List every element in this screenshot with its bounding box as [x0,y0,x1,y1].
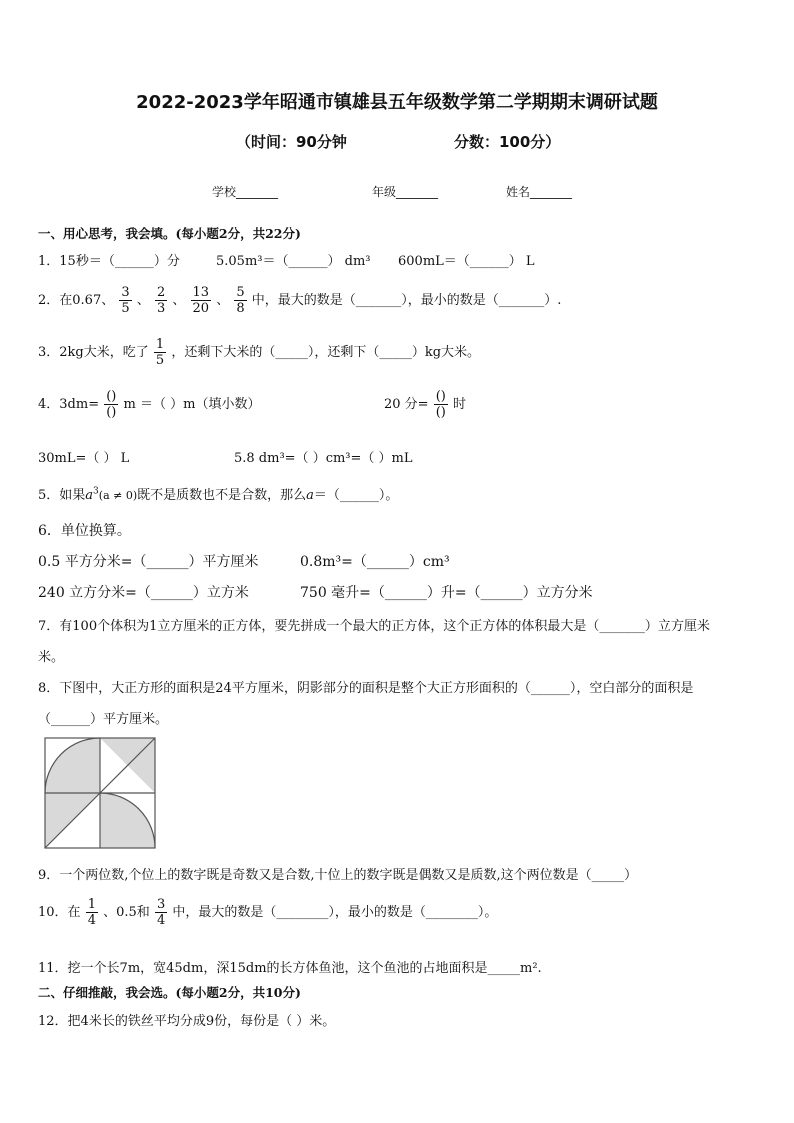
section-heading-1: 一、用心思考，我会填。(每小题2分，共22分) [38,226,301,241]
separator: 、 [216,293,230,308]
grade-field[interactable]: 年级_______ [372,185,439,199]
fraction [154,338,166,367]
variable-a: a [85,488,94,503]
denominator: () [106,405,117,420]
question-4d: 5.8 dm³=（ ）cm³=（ ）mL [234,451,413,466]
numerator: 1 [87,897,96,912]
exam-score: 分数：100分） [454,133,561,151]
name-field[interactable]: 姓名_______ [506,185,573,199]
exam-time: （时间：90分钟 [236,133,347,151]
fraction [155,898,167,927]
exponent: 3 [93,486,99,497]
school-field[interactable]: 学校_______ [212,185,279,199]
question-4a [38,390,260,419]
numerator: () [106,389,117,404]
fraction [86,898,98,927]
question-6-row2a: 240 立方分米=（______）立方米 [38,585,249,601]
question-6-title: 6．单位换算。 [38,523,131,539]
question-8-line2: （______）平方厘米。 [38,712,169,727]
question-6-row1b: 0.8m³=（______）cm³ [300,554,450,570]
q2-suffix: 中，最大的数是（_______），最小的数是（_______）. [251,293,562,308]
question-6-row1a: 0.5 平方分米=（______）平方厘米 [38,554,259,570]
numerator: 1 [155,337,165,352]
question-11: 11．挖一个长7m，宽45dm，深15dm的长方体鱼池，这个鱼池的占地面积是_____m². [38,961,542,976]
q5-prefix: 5．如果 [38,488,86,503]
separator: 、 [136,293,150,308]
fraction [155,286,167,315]
question-12: 12．把4米长的铁丝平均分成9份，每份是（ ）米。 [38,1014,336,1029]
q4b-suffix: 时 [453,397,467,412]
denominator: 3 [156,301,166,316]
page-title: 2022-2023学年昭通市镇雄县五年级数学第二学期期末调研试题 [136,92,658,113]
fraction [104,390,118,419]
denominator: () [435,405,446,420]
fraction [119,286,131,315]
question-1b: 5.05m³＝（______） dm³ [216,254,371,269]
denominator: 5 [121,301,130,316]
question-1a: 1．15秒＝（______）分 [38,254,180,269]
fraction [234,286,246,315]
variable-a: a [306,488,314,503]
fraction [191,286,212,315]
q10-middle: 、0.5和 [103,905,150,920]
denominator: 4 [156,913,166,928]
question-6-row2b: 750 毫升=（______）升=（______）立方分米 [300,585,593,601]
question-1c: 600mL＝（______） L [398,254,535,269]
question-9: 9．一个两位数,个位上的数字既是奇数又是合数,十位上的数字既是偶数又是质数,这个两位数是（_____） [38,868,638,883]
question-3 [38,338,480,367]
question-4c: 30mL=（ ） L [38,451,130,466]
fraction [434,390,448,419]
question-7-line2: 米。 [38,650,65,665]
numerator: 2 [156,285,166,300]
question-10 [38,898,497,927]
numerator: 3 [121,285,130,300]
question-4b [384,390,466,419]
numerator: () [435,389,446,404]
separator: 、 [172,293,186,308]
question-2 [38,286,561,315]
condition: (a ≠ 0) [98,489,138,502]
denominator: 5 [155,353,165,368]
q3-prefix: 3．2kg大米，吃了 [38,345,149,360]
numerator: 5 [236,285,245,300]
denominator: 4 [87,913,96,928]
q4b-prefix: 20 分= [384,397,429,412]
section-heading-2: 二、仔细推敲，我会选。(每小题2分，共10分) [38,985,301,1000]
question-5 [38,484,398,503]
numerator: 13 [192,285,210,300]
q2-prefix: 2．在0.67、 [38,293,115,308]
q4a-suffix: m ＝（ ）m（填小数） [123,397,261,412]
shaded-square-figure [40,736,160,851]
question-8-line1: 8．下图中，大正方形的面积是24平方厘米，阴影部分的面积是整个大正方形面积的（______），空白部分的面积是 [38,681,694,696]
q4a-prefix: 4．3dm= [38,397,100,412]
q3-suffix: ，还剩下大米的（_____），还剩下（_____）kg大米。 [171,345,481,360]
numerator: 3 [156,897,166,912]
question-7-line1: 7．有100个体积为1立方厘米的正方体，要先拼成一个最大的正方体，这个正方体的体积最大是（_______）立方厘米 [38,619,710,634]
denominator: 20 [192,301,210,316]
q5-suffix: ＝（______）。 [313,488,399,503]
q10-prefix: 10．在 [38,905,81,920]
q5-middle: 既不是质数也不是合数，那么 [137,488,307,503]
q10-suffix: 中，最大的数是（________），最小的数是（________）。 [172,905,498,920]
denominator: 8 [236,301,245,316]
